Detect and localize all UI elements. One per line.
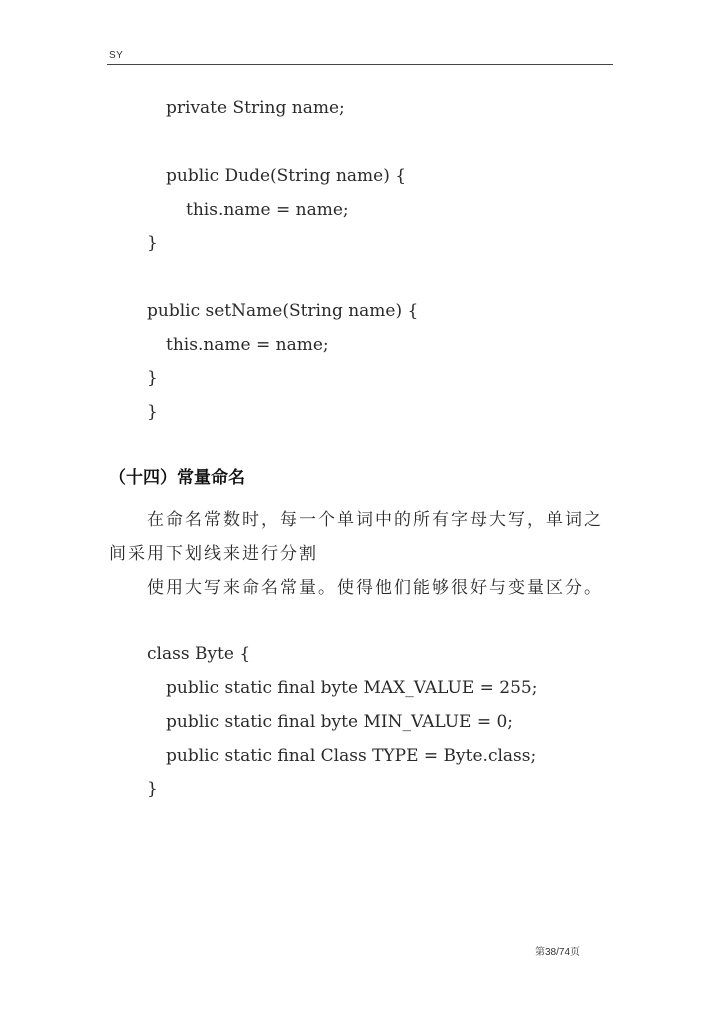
code-line: class Byte {	[147, 644, 251, 664]
code-line: private String name;	[166, 98, 345, 118]
code-line: }	[147, 779, 158, 799]
header-divider	[107, 64, 613, 65]
paragraph-text: 使用大写来命名常量。使得他们能够很好与变量区分。	[147, 578, 603, 598]
page-number: 第38/74页	[535, 947, 581, 958]
code-line: public Dude(String name) {	[166, 166, 407, 186]
code-line: this.name = name;	[186, 200, 349, 220]
code-line: }	[147, 233, 158, 253]
code-line: this.name = name;	[166, 335, 329, 355]
header-label: SY	[109, 50, 124, 61]
code-line: public static final byte MAX_VALUE = 255;	[166, 678, 538, 698]
code-line: }	[147, 368, 158, 388]
code-line: public static final byte MIN_VALUE = 0;	[166, 712, 514, 732]
code-line: }	[147, 402, 158, 422]
section-heading: （十四）常量命名	[109, 468, 245, 488]
paragraph-text: 在命名常数时，每一个单词中的所有字母大写，单词之	[147, 510, 603, 530]
code-line: public static final Class TYPE = Byte.class;	[166, 746, 537, 766]
paragraph-text: 间采用下划线来进行分割	[109, 544, 318, 564]
code-line: public setName(String name) {	[147, 301, 419, 321]
